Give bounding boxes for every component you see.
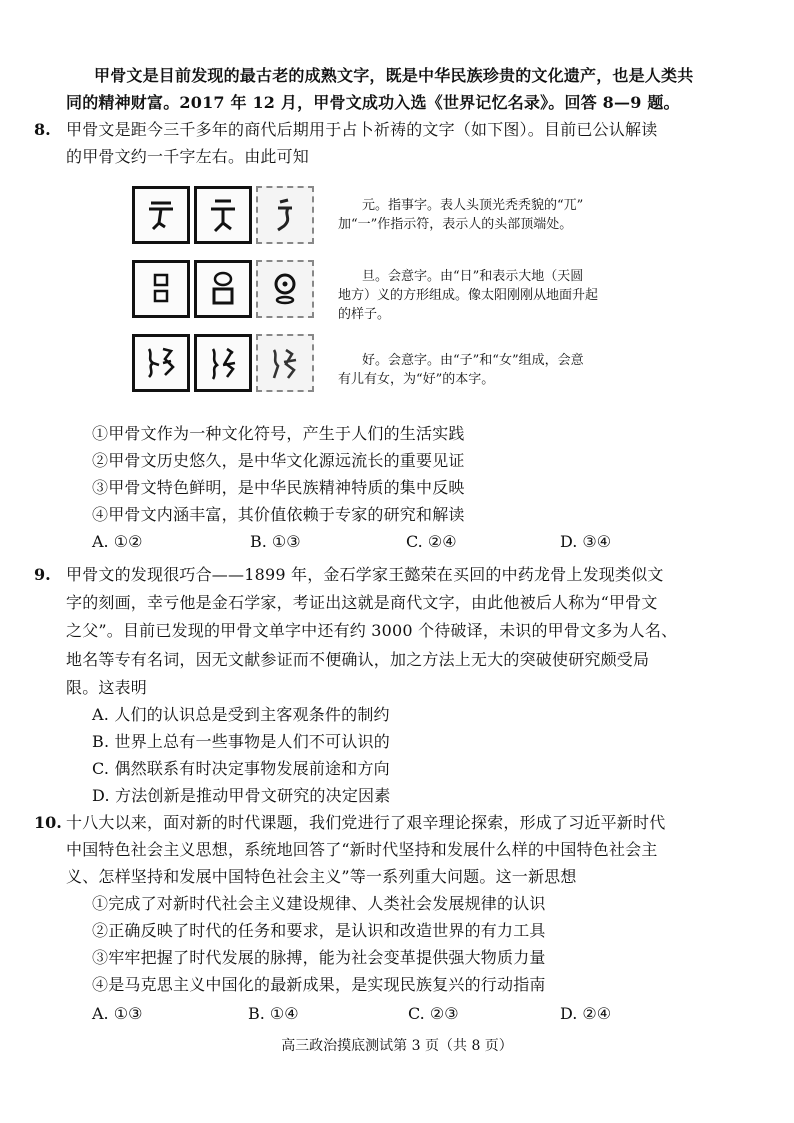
question-8-statement-1: ①甲骨文作为一种文化符号，产生于人们的生活实践 — [92, 424, 465, 443]
question-10-stem-1: 十八大以来，面对新的时代课题，我们党进行了艰辛理论探索，形成了习近平新时代 — [66, 813, 666, 832]
question-8-statement-2: ②甲骨文历史悠久，是中华文化源远流长的重要见证 — [92, 451, 465, 470]
question-10-stem-2: 中国特色社会主义思想，系统地回答了“新时代坚持和发展什么样的中国特色社会主 — [66, 840, 658, 859]
question-9-stem-3: 之父”。目前已发现的甲骨文单字中还有约 3000 个待破译，未识的甲骨文多为人名、 — [66, 621, 678, 640]
figure-yuan-text-1: 元。指事字。表人头顶光秃秃貌的“兀” — [362, 198, 584, 213]
figure-dan-text-2: 地方）义的方形组成。像太阳刚刚从地面升起 — [338, 288, 599, 303]
question-8-option-b[interactable]: B. ①③ — [250, 532, 301, 551]
question-10-stem-3: 义、怎样坚持和发展中国特色社会主义”等一系列重大问题。这一新思想 — [66, 867, 577, 886]
figure-dan-text-1: 旦。会意字。由“日”和表示大地（天圆 — [362, 269, 584, 284]
question-8-stem-1: 甲骨文是距今三千多年的商代后期用于占卜祈祷的文字（如下图）。目前已公认解读 — [66, 120, 658, 139]
glyph-hao-2 — [194, 334, 252, 392]
question-9-stem-2: 字的刻画，幸亏他是金石学家，考证出这就是商代文字，由此他被后人称为“甲骨文 — [66, 593, 658, 612]
question-10-statement-2: ②正确反映了时代的任务和要求，是认识和改造世界的有力工具 — [92, 921, 546, 940]
question-9-number: 9. — [34, 565, 51, 584]
glyph-dan-1 — [132, 260, 190, 318]
intro-line-1: 甲骨文是目前发现的最古老的成熟文字，既是中华民族珍贵的文化遗产，也是人类共 — [94, 66, 694, 85]
figure-yuan-text-2: 加“一”作指示符，表示人的头部顶端处。 — [338, 217, 573, 232]
question-10-statement-4: ④是马克思主义中国化的最新成果，是实现民族复兴的行动指南 — [92, 975, 546, 994]
figure-hao-text-2: 有儿有女，为“好”的本字。 — [338, 372, 495, 387]
question-8-statement-4: ④甲骨文内涵丰富，其价值依赖于专家的研究和解读 — [92, 505, 465, 524]
glyph-dan-2 — [194, 260, 252, 318]
glyph-yuan-1 — [132, 186, 190, 244]
question-8-option-a[interactable]: A. ①② — [92, 532, 143, 551]
oracle-bone-figure — [128, 178, 668, 413]
question-8-option-c[interactable]: C. ②④ — [406, 532, 457, 551]
figure-hao-text-1: 好。会意字。由“子”和“女”组成，会意 — [362, 353, 584, 368]
question-9-option-a[interactable]: A. 人们的认识总是受到主客观条件的制约 — [92, 705, 390, 724]
question-10-option-d[interactable]: D. ②④ — [560, 1004, 612, 1023]
intro-line-2: 同的精神财富。2017 年 12 月，甲骨文成功入选《世界记忆名录》。回答 8—9 题。 — [66, 93, 680, 112]
glyph-hao-1 — [132, 334, 190, 392]
question-10-statement-1: ①完成了对新时代社会主义建设规律、人类社会发展规律的认识 — [92, 894, 546, 913]
question-8-number: 8. — [34, 120, 51, 139]
question-9-option-c[interactable]: C. 偶然联系有时决定事物发展前途和方向 — [92, 759, 390, 778]
question-8-stem-2: 的甲骨文约一千字左右。由此可知 — [66, 147, 310, 166]
page-footer: 高三政治摸底测试第 3 页（共 8 页） — [281, 1038, 513, 1054]
figure-dan-text-3: 的样子。 — [338, 307, 391, 322]
question-9-stem-4: 地名等专有名词，因无文献参证而不便确认，加之方法上无大的突破使研究颇受局 — [66, 650, 650, 669]
question-9-option-d[interactable]: D. 方法创新是推动甲骨文研究的决定因素 — [92, 786, 391, 805]
question-10-option-c[interactable]: C. ②③ — [408, 1004, 459, 1023]
question-10-option-a[interactable]: A. ①③ — [92, 1004, 143, 1023]
glyph-dan-3 — [256, 260, 314, 318]
question-9-stem-1: 甲骨文的发现很巧合——1899 年，金石学家王懿荣在买回的中药龙骨上发现类似文 — [66, 565, 664, 584]
glyph-yuan-3 — [256, 186, 314, 244]
question-8-statement-3: ③甲骨文特色鲜明，是中华民族精神特质的集中反映 — [92, 478, 465, 497]
glyph-yuan-2 — [194, 186, 252, 244]
question-10-statement-3: ③牢牢把握了时代发展的脉搏，能为社会变革提供强大物质力量 — [92, 948, 546, 967]
question-9-stem-5: 限。这表明 — [66, 678, 148, 697]
question-10-number: 10. — [34, 813, 62, 832]
glyph-hao-3 — [256, 334, 314, 392]
question-8-option-d[interactable]: D. ③④ — [560, 532, 612, 551]
question-9-option-b[interactable]: B. 世界上总有一些事物是人们不可认识的 — [92, 732, 390, 751]
question-10-option-b[interactable]: B. ①④ — [248, 1004, 299, 1023]
